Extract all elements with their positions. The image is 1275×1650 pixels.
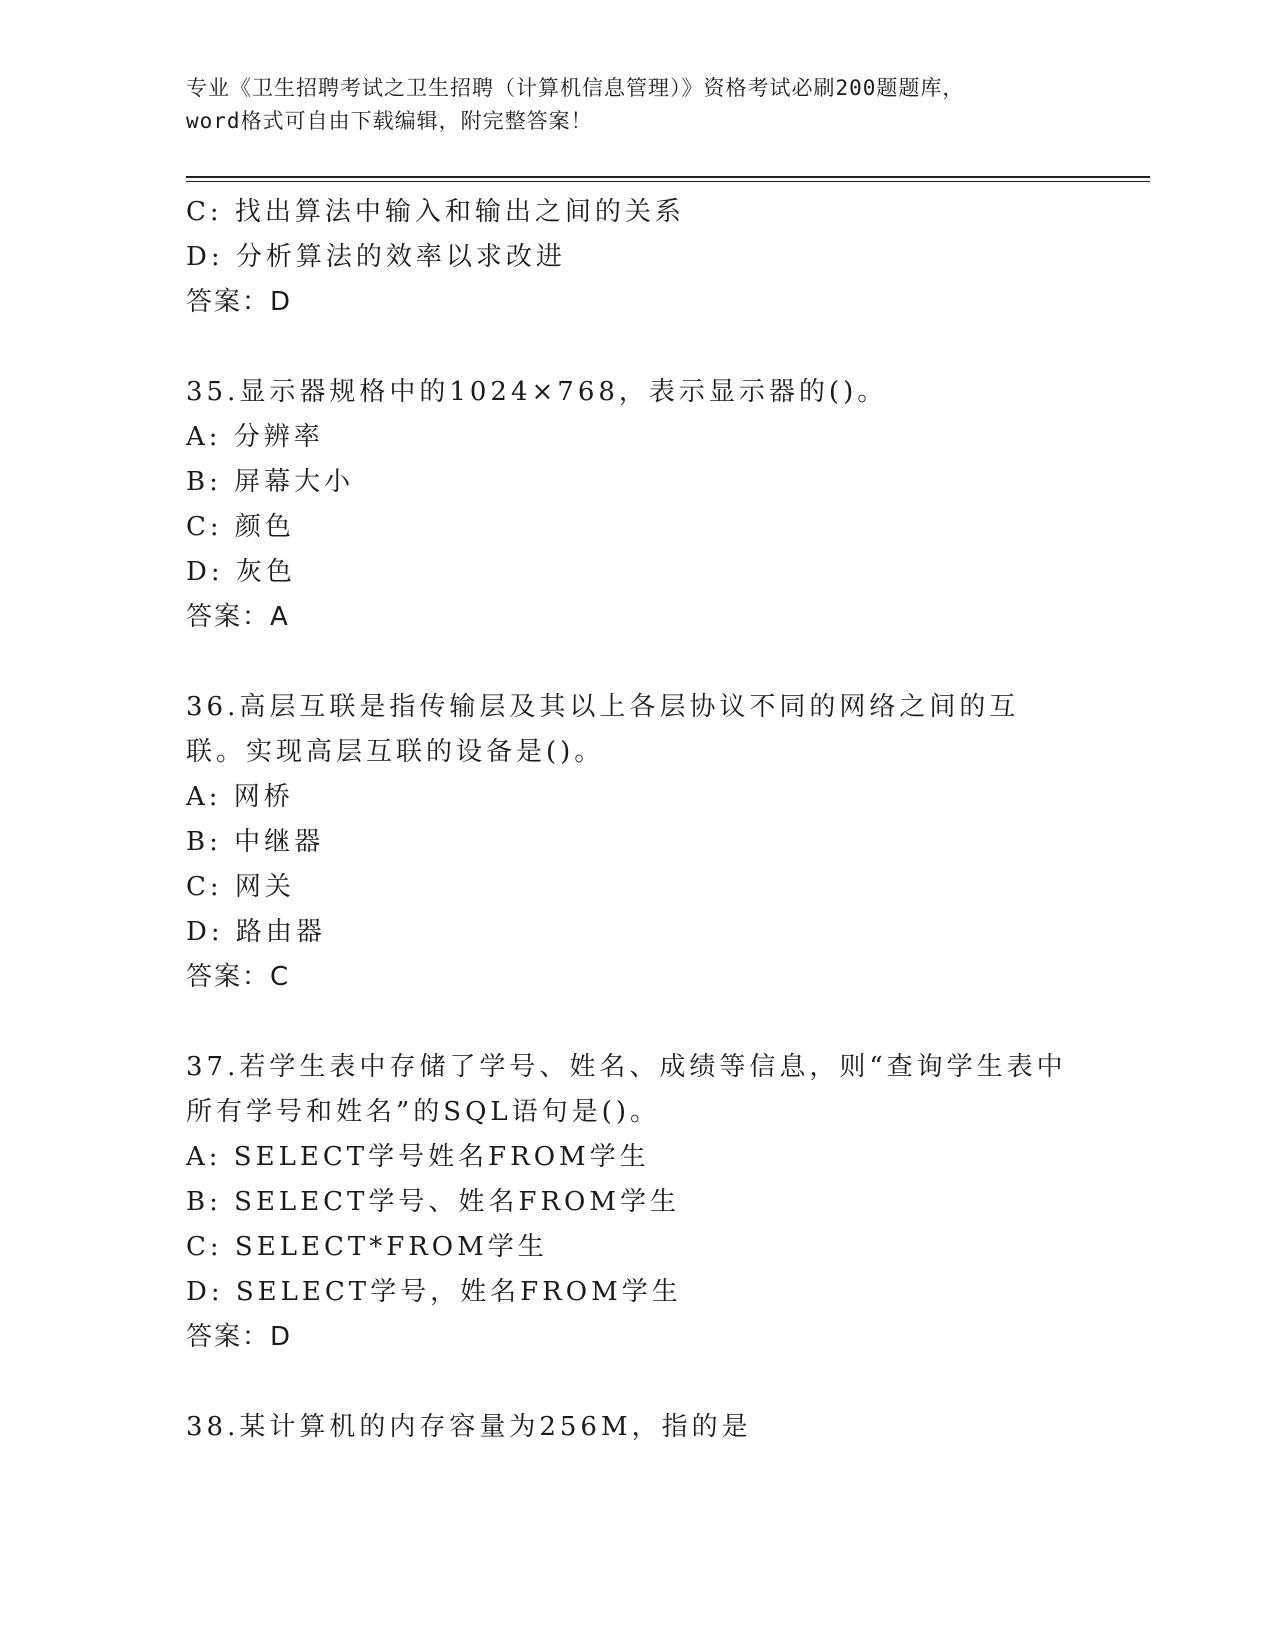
option-c: C: 网关 bbox=[186, 872, 295, 902]
option-a: A: SELECT学号姓名FROM学生 bbox=[186, 1142, 650, 1172]
question-stem: 35.显示器规格中的1024×768，表示显示器的()。 bbox=[186, 377, 888, 407]
option-c: C: SELECT*FROM学生 bbox=[186, 1232, 548, 1262]
option-a: A: 分辨率 bbox=[186, 422, 324, 452]
question-stem: 37.若学生表中存储了学号、姓名、成绩等信息，则“查询学生表中所有学号和姓名”的SQL语句是()。 bbox=[186, 1052, 1067, 1127]
header-line-2: word格式可自由下载编辑，附完整答案！ bbox=[186, 109, 593, 133]
answer-text: 答案：D bbox=[186, 287, 293, 317]
option-a: A: 网桥 bbox=[186, 782, 294, 812]
option-b: B: 屏幕大小 bbox=[186, 467, 355, 497]
option-c: C: 找出算法中输入和输出之间的关系 bbox=[186, 197, 685, 227]
question-35 bbox=[186, 370, 1106, 640]
option-c: C: 颜色 bbox=[186, 512, 295, 542]
question-stem: 38.某计算机的内存容量为256M，指的是 bbox=[186, 1412, 752, 1442]
option-d: D: 路由器 bbox=[186, 917, 326, 947]
option-b: B: SELECT学号、姓名FROM学生 bbox=[186, 1187, 680, 1217]
answer-text: 答案：C bbox=[186, 962, 291, 992]
question-stem: 36.高层互联是指传输层及其以上各层协议不同的网络之间的互联。实现高层互联的设备是()。 bbox=[186, 692, 1020, 767]
answer-text: 答案：A bbox=[186, 602, 290, 632]
question-37 bbox=[186, 1045, 1106, 1360]
question-36 bbox=[186, 685, 1106, 1000]
option-d: D: 灰色 bbox=[186, 557, 296, 587]
document-header bbox=[186, 72, 1086, 138]
question-list bbox=[186, 190, 1106, 1450]
question-38 bbox=[186, 1405, 1106, 1450]
question-34-tail bbox=[186, 190, 1106, 325]
option-d: D: 分析算法的效率以求改进 bbox=[186, 242, 566, 272]
answer-text: 答案：D bbox=[186, 1322, 293, 1352]
header-divider-thin bbox=[186, 181, 1150, 182]
option-d: D: SELECT学号，姓名FROM学生 bbox=[186, 1277, 682, 1307]
header-line-1: 专业《卫生招聘考试之卫生招聘（计算机信息管理）》资格考试必刷200题题库， bbox=[186, 76, 965, 100]
header-divider bbox=[186, 176, 1150, 178]
option-b: B: 中继器 bbox=[186, 827, 325, 857]
